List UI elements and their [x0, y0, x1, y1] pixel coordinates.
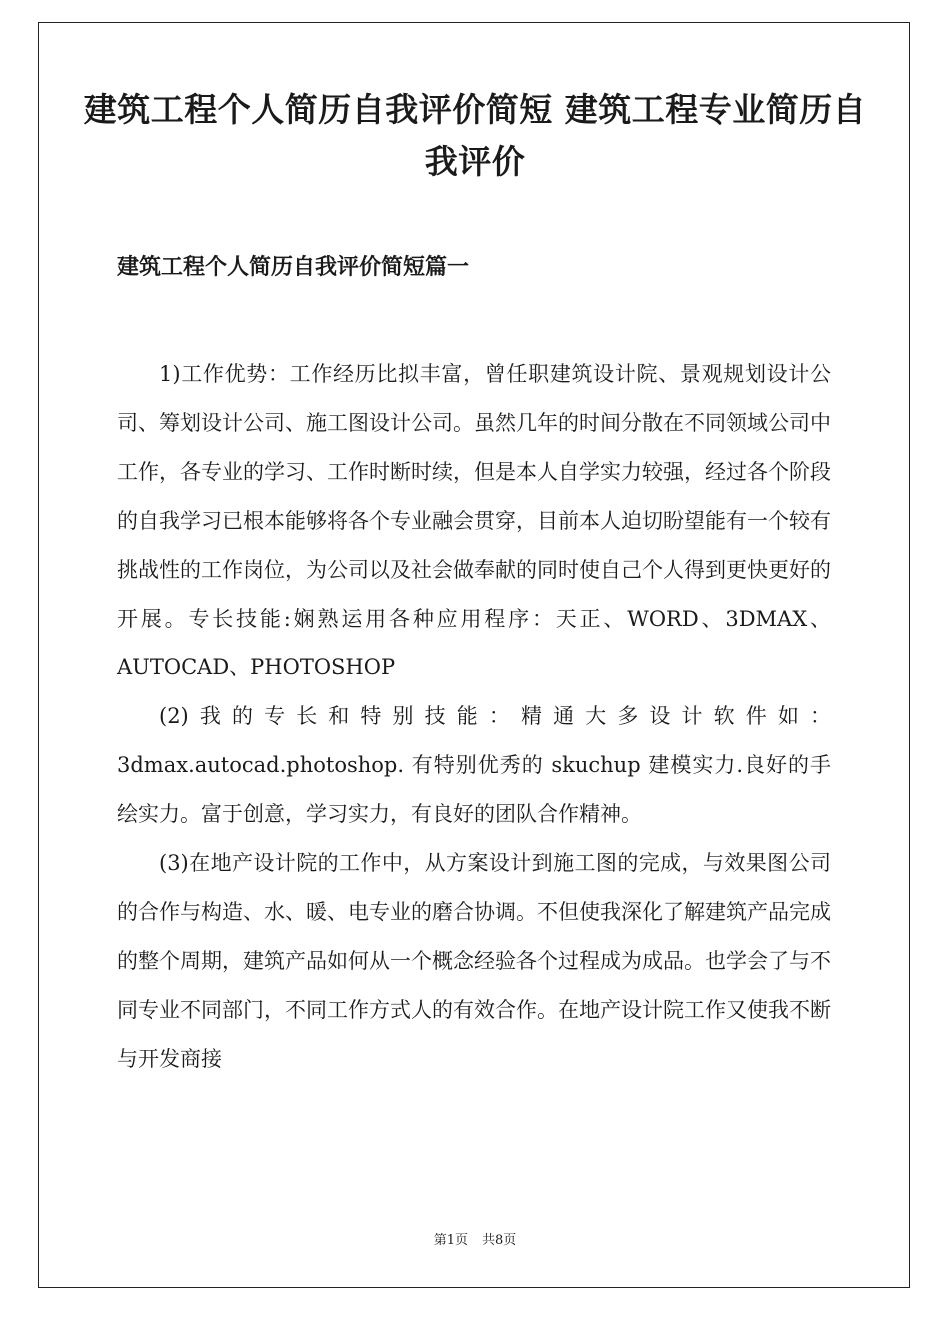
page-footer [0, 1232, 950, 1250]
page-number: 第1页 [433, 1233, 468, 1248]
document-title: 建筑工程个人简历自我评价简短 建筑工程专业简历自我评价 [83, 90, 867, 181]
paragraph-design-institute: (3)在地产设计院的工作中，从方案设计到施工图的完成，与效果图公司的合作与构造、水、暖、电专业的磨合协调。不但使我深化了解建筑产品完成的整个周期，建筑产品如何从一个概念经验各个过程成为成品。也学会了与不同专业不同部门，不同工作方式人的有效合作。在地产设计院工作又使我不断与开发商接 [117, 851, 831, 1071]
paragraph-special-skills: (2)我的专长和特别技能：精通大多设计软件如：3dmax.autocad.photoshop. 有特别优秀的 skuchup 建模实力.良好的手绘实力。富于创意，学习实力，有良好的团队合作精神。 [117, 704, 831, 827]
page-total: 共8页 [482, 1233, 517, 1248]
paragraph-work-advantage: 1)工作优势：工作经历比拟丰富，曾任职建筑设计院、景观规划设计公司、筹划设计公司、施工图设计公司。虽然几年的时间分散在不同领域公司中工作，各专业的学习、工作时断时续，但是本人自学实力较强，经过各个阶段的自我学习已根本能够将各个专业融会贯穿，目前本人迫切盼望能有一个较有挑战性的工作岗位，为公司以及社会做奉献的同时使自己个人得到更快更好的开展。专长技能:娴熟运用各种应用程序：天正、WORD、3DMAX、AUTOCAD、PHOTOSHOP [117, 362, 831, 680]
document-body [117, 350, 831, 1084]
section-heading: 建筑工程个人简历自我评价简短篇一 [117, 254, 470, 280]
